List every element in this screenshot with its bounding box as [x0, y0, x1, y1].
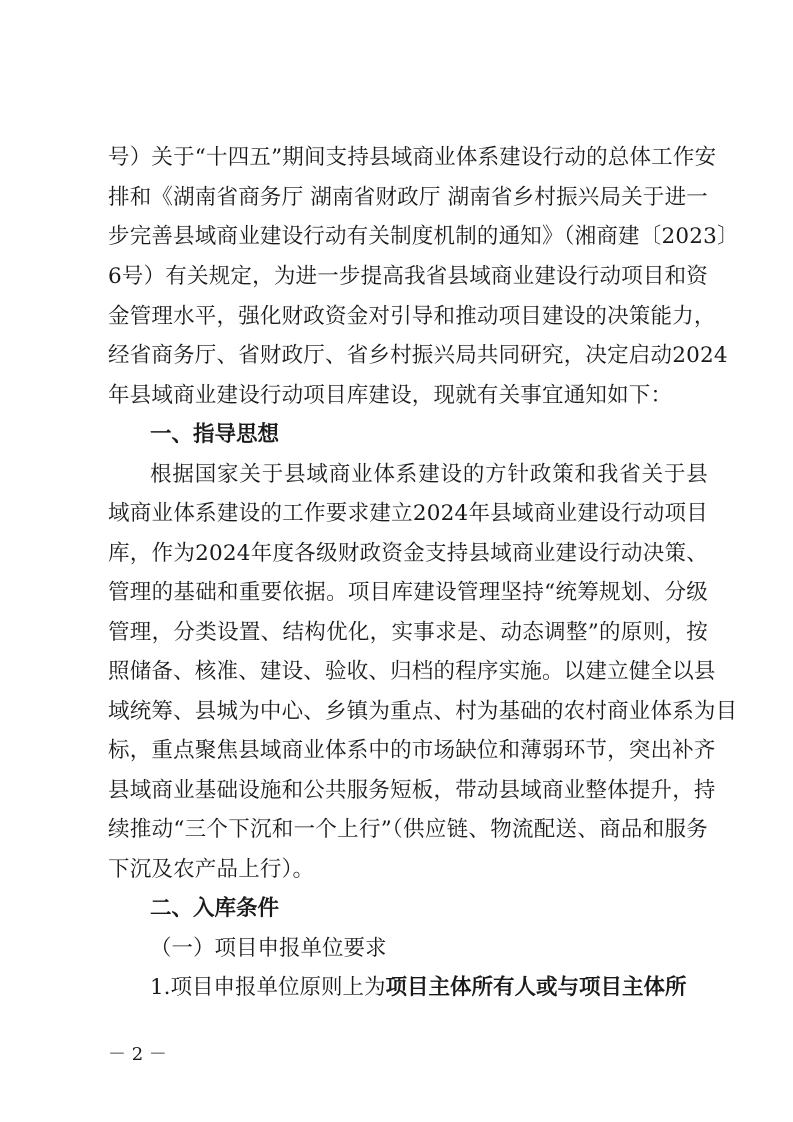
section1-line-1: 根据国家关于县域商业体系建设的方针政策和我省关于县	[150, 462, 708, 487]
intro-line-2: 排和《湖南省商务厅 湖南省财政厅 湖南省乡村振兴局关于进一	[108, 185, 708, 210]
section1-line-6: 照储备、核准、建设、验收、归档的程序实施。以建立健全以县	[108, 659, 716, 684]
section1-line-9: 县域商业基础设施和公共服务短板，带动县域商业整体提升，持	[108, 778, 716, 803]
intro-line-6: 经省商务厅、省财政厅、省乡村振兴局共同研究，决定启动2024	[108, 343, 728, 368]
section1-line-3: 库，作为2024年度各级财政资金支持县域商业建设行动决策、	[108, 541, 708, 566]
section2-heading: 二、入库条件	[150, 896, 280, 921]
section1-line-2: 域商业体系建设的工作要求建立2024年县域商业建设行动项目	[108, 501, 708, 526]
item1-bold-text: 项目主体所有人或与项目主体所	[385, 975, 687, 1000]
section1-line-10: 续推动“三个下沉和一个上行”（供应链、物流配送、商品和服务	[108, 817, 708, 842]
item1-paragraph	[150, 973, 687, 1003]
intro-line-1: 号）关于“十四五”期间支持县域商业体系建设行动的总体工作安	[108, 145, 717, 170]
intro-line-5: 金管理水平，强化财政资金对引导和推动项目建设的决策能力，	[108, 304, 716, 329]
page-number: － 2 －	[108, 1044, 167, 1065]
section1-line-8: 标，重点聚焦县域商业体系中的市场缺位和薄弱环节，突出补齐	[108, 738, 716, 763]
subsection1-heading: （一）项目申报单位要求	[150, 936, 387, 961]
intro-line-3: 步完善县域商业建设行动有关制度机制的通知》（湘商建〔2023〕	[108, 224, 739, 249]
intro-line-4: 6号）有关规定，为进一步提高我省县域商业建设行动项目和资	[108, 264, 708, 289]
section1-line-5: 管理，分类设置、结构优化，实事求是、动态调整”的原则，按	[108, 620, 708, 645]
intro-line-7: 年县域商业建设行动项目库建设，现就有关事宜通知如下：	[108, 383, 673, 408]
section1-heading: 一、指导思想	[150, 422, 280, 447]
item1-prefix: 1.项目申报单位原则上为	[150, 975, 386, 1000]
section1-line-7: 域统筹、县城为中心、乡镇为重点、村为基础的农村商业体系为目	[108, 699, 738, 724]
section1-line-4: 管理的基础和重要依据。项目库建设管理坚持“统筹规划、分级	[108, 580, 708, 605]
section1-line-11: 下沉及农产品上行）。	[108, 857, 315, 882]
